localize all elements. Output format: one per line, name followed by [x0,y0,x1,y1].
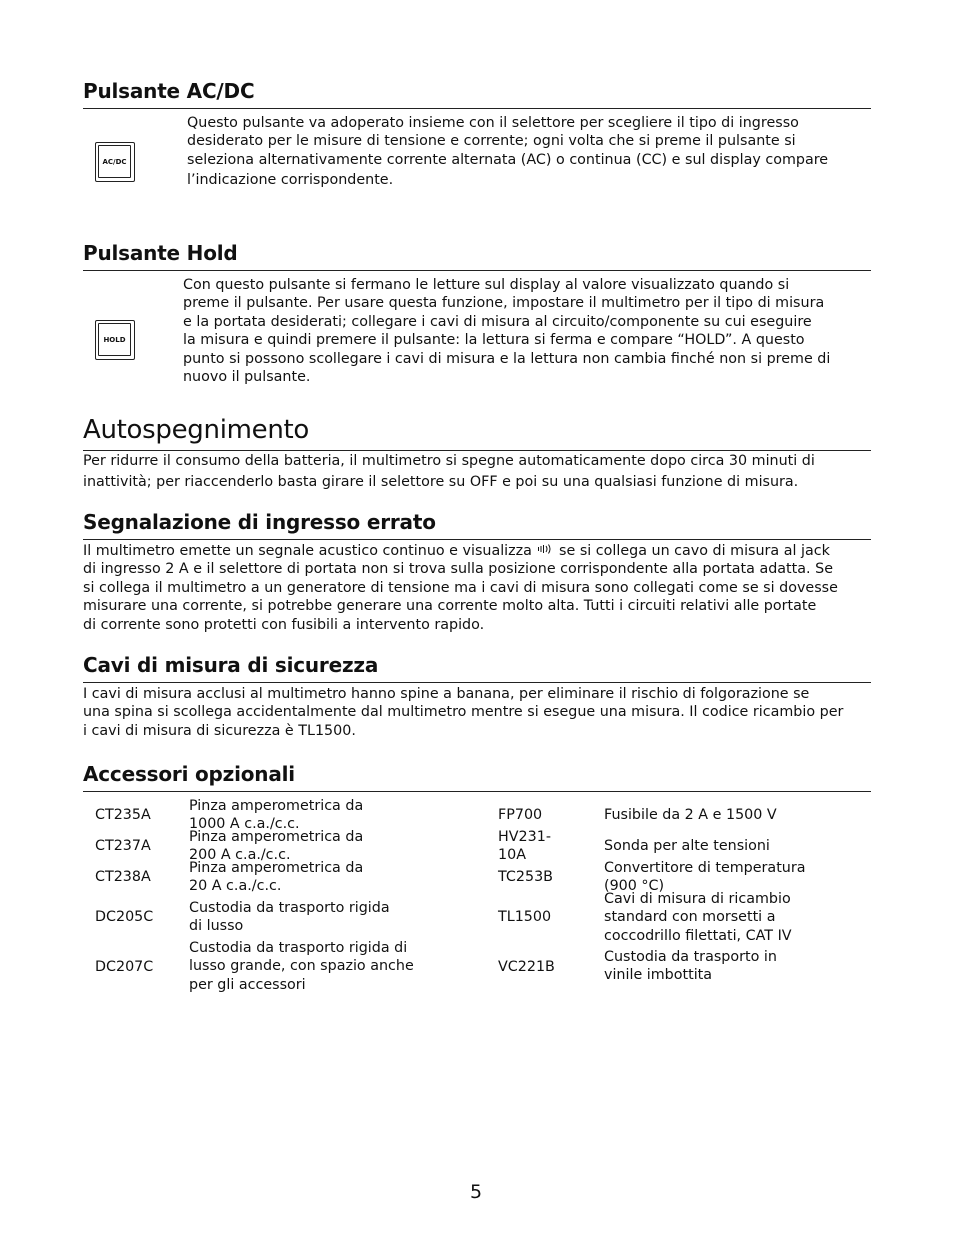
acdc-button-icon [95,142,135,182]
accessory-code: DC205C [95,909,154,925]
text-line: TC253B [498,869,553,885]
text-line: 20 A c.a./c.c. [189,878,282,895]
accessory-code [498,908,551,926]
accessory-desc [189,899,390,936]
beeper-icon [537,543,553,555]
text-line: Custodia da trasporto rigida di [189,940,408,956]
text-line: coccodrillo filettati, CAT IV [604,927,792,944]
text-line: 200 A c.a./c.c. [189,847,291,864]
text-line: seleziona alternativamente corrente alternata (AC) o continua (CC) e sul display compare [187,151,829,168]
heading-hold: Pulsante Hold [83,241,238,265]
text-line: misurare una corrente, si potrebbe generare una corrente molto alta. Tutti i circuiti relativi alle portate [83,598,817,615]
errato-paragraph [83,542,871,634]
text-line: si collega il multimetro a un generatore di tensione ma i cavi di misura sono collegati come se si dovesse [83,579,838,596]
text-line: FP700 [498,807,543,823]
text-line: Convertitore di temperatura [604,860,806,876]
text-line: Per ridurre il consumo della batteria, il multimetro si spegne automaticamente dopo circa 30 minuti di [83,453,815,469]
text-line: Sonda per alte tensioni [604,838,770,854]
accessory-code: CT235A [95,807,151,823]
divider [83,682,871,683]
text-line: l’indicazione corrispondente. [187,172,394,189]
accessory-desc [604,806,777,824]
text-line: Con questo pulsante si fermano le letture sul display al valore visualizzato quando si [183,277,790,293]
divider [83,270,871,271]
text-span: se si collega un cavo di misura al jack [559,543,830,559]
text-line: 10A [498,847,526,864]
text-line: Cavi di misura di ricambio [604,891,791,907]
accessory-code [498,806,542,824]
text-line: desiderato per le misure di tensione e corrente; ogni volta che si preme il pulsante si [187,133,796,150]
accessory-code: CT237A [95,838,151,854]
text-line: per gli accessori [189,976,306,993]
text-line: VC221B [498,959,555,975]
text-line: preme il pulsante. Per usare questa funzione, impostare il multimetro per il tipo di misura [183,295,825,312]
text-line: una spina si scollega accidentalmente dal multimetro mentre si esegue una misura. Il codice ricambio per [83,704,844,721]
text-line: standard con morsetti a [604,909,776,926]
divider [83,791,871,792]
heading-accessori: Accessori opzionali [83,762,295,786]
accessory-desc [604,837,770,855]
acdc-button-label: AC/DC [98,145,131,178]
text-line: vinile imbottita [604,967,713,984]
text-line: punto si possono scollegare i cavi di misura e la lettura non cambia finché non si preme di [183,350,831,367]
auto-paragraph [83,452,871,492]
accessory-desc [189,939,414,994]
text-line: Pinza amperometrica da [189,798,364,814]
divider [83,108,871,109]
accessory-desc [189,859,363,896]
text-line: Custodia da trasporto rigida [189,900,390,916]
text-line: inattività; per riaccenderlo basta girare il selettore su OFF e poi su una qualsiasi funzione di misura. [83,474,799,491]
text-line: TL1500 [498,909,552,925]
acdc-paragraph [187,114,871,190]
text-line: di lusso [189,918,244,935]
heading-autospegnimento: Autospegnimento [83,415,310,445]
text-line: (900 °C) [604,878,665,895]
text-line: 1000 A c.a./c.c. [189,816,300,833]
text-line: Pinza amperometrica da [189,829,364,845]
accessory-desc [604,948,777,985]
accessory-code [498,868,553,886]
text-line: Pinza amperometrica da [189,860,364,876]
page-number: 5 [470,1181,483,1203]
text-line: la misura e quindi premere il pulsante: la lettura si ferma e compare “HOLD”. A questo [183,332,805,349]
heading-cavi-sicurezza: Cavi di misura di sicurezza [83,653,379,677]
accessory-code [498,828,551,865]
hold-paragraph [183,276,871,386]
accessory-code: DC207C [95,959,154,975]
accessory-code: CT238A [95,869,151,885]
text-line: di ingresso 2 A e il selettore di portata non si trova sulla posizione corrispondente alla portata adatta. Se [83,561,833,578]
text-line [83,542,871,560]
text-line: Fusibile da 2 A e 1500 V [604,807,777,823]
hold-button-icon [95,320,135,360]
text-span: Il multimetro emette un segnale acustico continuo e visualizza [83,543,532,559]
cavi-paragraph [83,685,871,740]
divider [83,450,871,451]
text-line: Questo pulsante va adoperato insieme con il selettore per scegliere il tipo di ingresso [187,115,799,131]
text-line: HV231- [498,829,551,845]
hold-button-label: HOLD [98,323,131,356]
heading-acdc: Pulsante AC/DC [83,79,255,103]
accessory-desc [604,890,792,945]
heading-ingresso-errato: Segnalazione di ingresso errato [83,510,436,534]
text-line: lusso grande, con spazio anche [189,958,414,975]
text-line: I cavi di misura acclusi al multimetro hanno spine a banana, per eliminare il rischio di folgorazione se [83,686,810,702]
divider [83,539,871,540]
text-line: e la portata desiderati; collegare i cavi di misura al circuito/componente su cui eseguire [183,313,812,330]
accessory-code [498,958,555,976]
text-line: di corrente sono protetti con fusibili a intervento rapido. [83,616,485,633]
text-line: i cavi di misura di sicurezza è TL1500. [83,722,356,739]
text-line: nuovo il pulsante. [183,369,311,386]
text-line: Custodia da trasporto in [604,949,777,965]
